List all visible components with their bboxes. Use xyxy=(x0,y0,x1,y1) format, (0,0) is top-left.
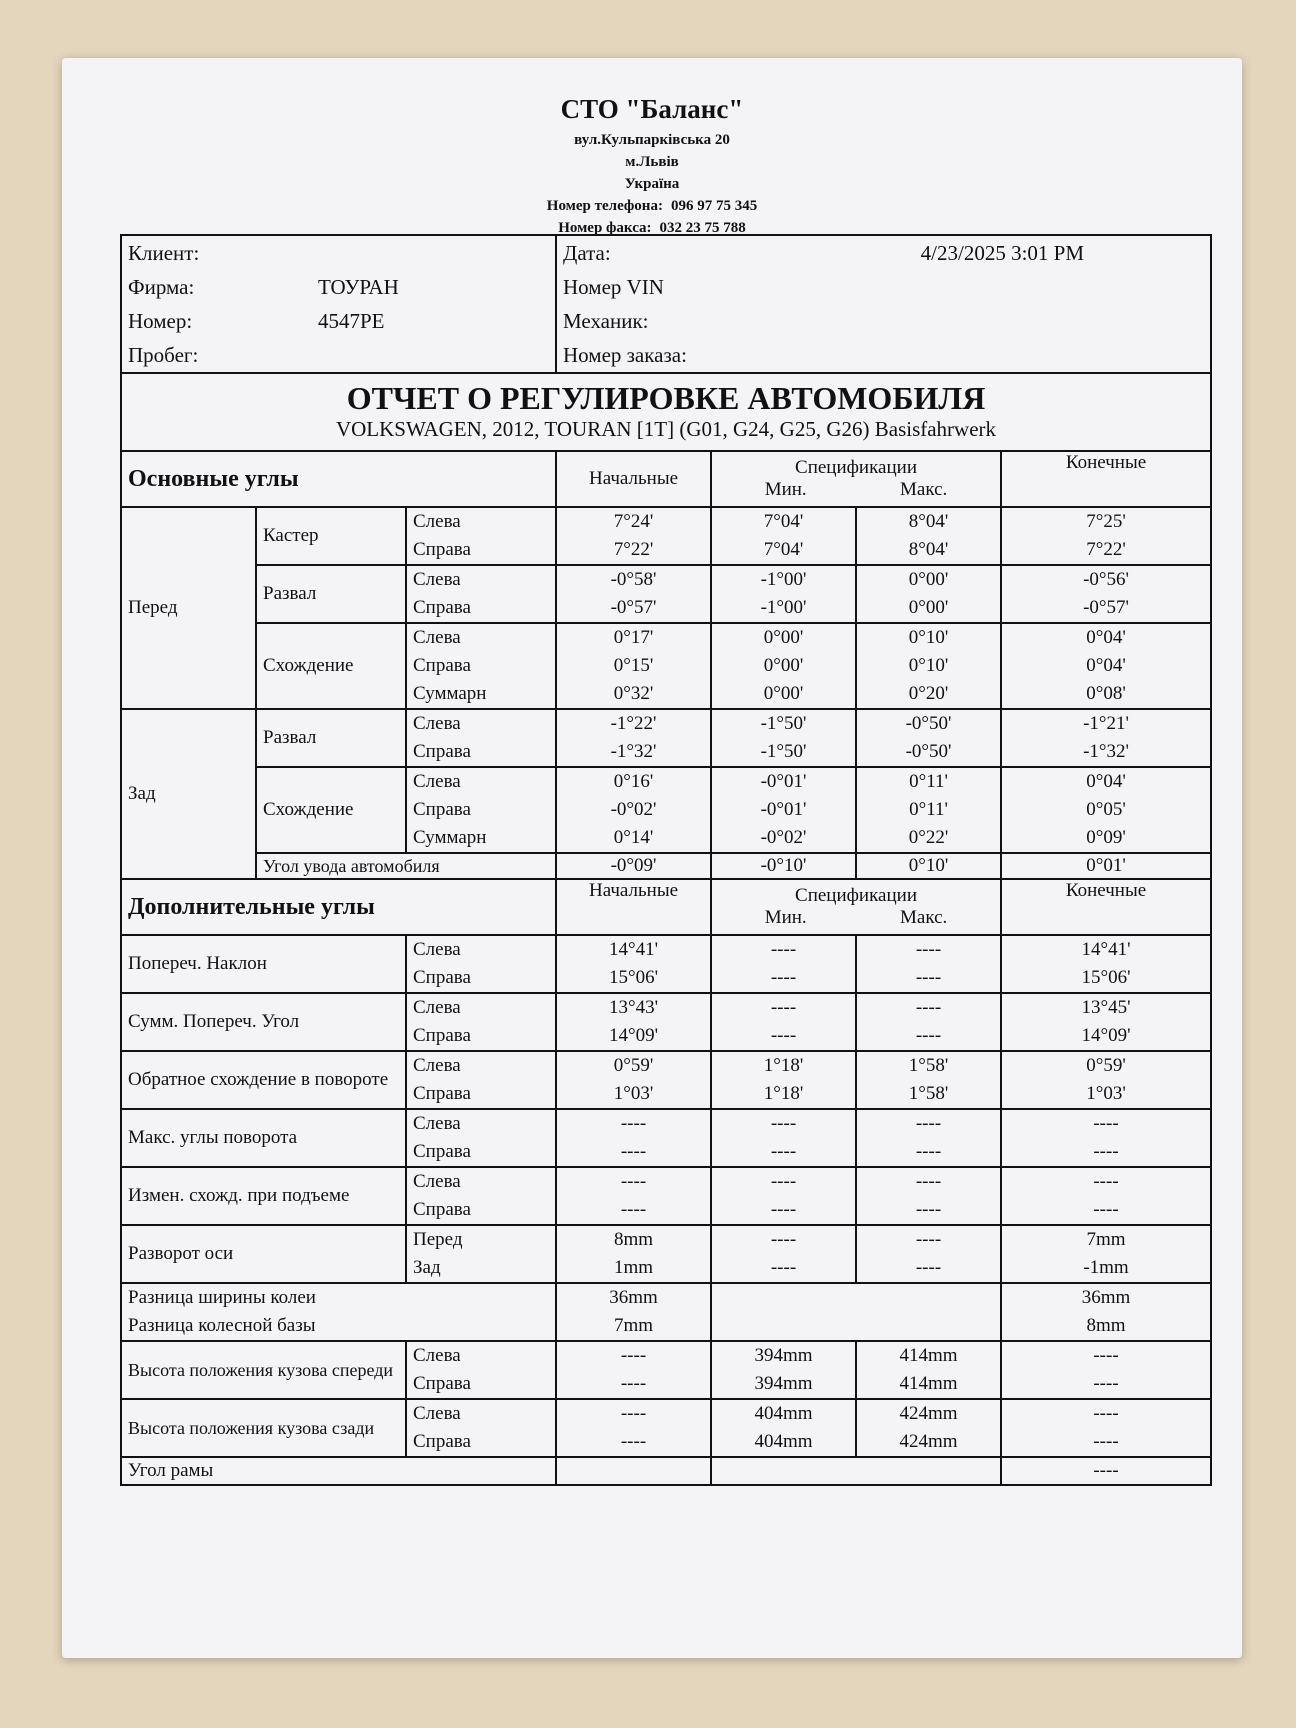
vin-label: Номер VIN xyxy=(563,275,664,299)
table-row xyxy=(121,767,1211,853)
table-row xyxy=(121,853,1211,879)
report-paper xyxy=(62,58,1242,1658)
mechanic-label: Механик: xyxy=(563,309,649,333)
table-row xyxy=(121,709,1211,767)
value-cell: ---- xyxy=(1093,1199,1119,1220)
fax-label: Номер факса: xyxy=(558,220,652,236)
value-cell: 0°04' xyxy=(1086,627,1126,648)
value-cell: ---- xyxy=(915,1199,942,1220)
value-cell: 7mm xyxy=(1086,1229,1126,1250)
value-cell: 0°00' xyxy=(763,655,804,676)
value-cell: -1°50' xyxy=(760,713,807,734)
shop-phone xyxy=(62,195,1242,217)
header-initial: Начальные xyxy=(556,451,711,507)
value-cell: -1°00' xyxy=(760,569,807,590)
value-cell: ---- xyxy=(770,1257,797,1278)
shop-street: вул.Кульпарківська 20 xyxy=(574,132,730,148)
side-total: Суммарн xyxy=(413,827,487,848)
side-left: Слева xyxy=(413,511,461,532)
table-row xyxy=(121,993,1211,1051)
value-cell: 0°10' xyxy=(908,627,949,648)
value-cell: 36mm xyxy=(609,1287,658,1308)
report-title-cell xyxy=(121,373,1211,451)
value-cell: 1°03' xyxy=(613,1083,654,1104)
ride-front-label: Высота положения кузова спереди xyxy=(121,1341,406,1399)
value-cell: 7°25' xyxy=(1086,511,1126,532)
table-row xyxy=(121,935,1211,993)
value-cell: ---- xyxy=(770,997,797,1018)
side-right: Справа xyxy=(413,655,471,676)
value-cell: ---- xyxy=(1093,1345,1119,1366)
value-cell: 0°20' xyxy=(908,683,949,704)
fax-value: 032 23 75 788 xyxy=(659,220,746,236)
value-cell: ---- xyxy=(620,1113,647,1134)
side-left: Слева xyxy=(413,627,461,648)
main-section-title: Основные углы xyxy=(121,451,556,507)
report-title-row xyxy=(121,373,1211,451)
value-cell: ---- xyxy=(620,1199,647,1220)
extra-section-title: Дополнительные углы xyxy=(121,879,556,935)
value-cell: 424mm xyxy=(899,1403,958,1424)
side-right: Справа xyxy=(413,741,471,762)
value-cell: -1°22' xyxy=(610,713,657,734)
value-cell: ---- xyxy=(770,939,797,960)
value-cell: -0°50' xyxy=(905,713,952,734)
side-right: Справа xyxy=(413,1025,471,1046)
value-cell: 404mm xyxy=(754,1403,813,1424)
value-cell: 7mm xyxy=(613,1315,654,1336)
table-row xyxy=(121,1457,1211,1485)
value-cell: 8°04' xyxy=(908,511,949,532)
value-cell: 7°04' xyxy=(763,539,804,560)
wheelbase-diff-label: Разница колесной базы xyxy=(128,1315,316,1336)
value-cell: 0°59' xyxy=(1086,1055,1126,1076)
value-cell: 0°08' xyxy=(1086,683,1126,704)
side-right: Справа xyxy=(413,799,471,820)
header-max: Макс. xyxy=(900,907,948,928)
side-left: Слева xyxy=(413,1171,461,1192)
value-cell: -0°02' xyxy=(760,827,807,848)
value-cell: -1°00' xyxy=(760,597,807,618)
value-cell: ---- xyxy=(1093,1113,1119,1134)
value-cell: ---- xyxy=(770,967,797,988)
value-cell: ---- xyxy=(770,1113,797,1134)
bump-label: Измен. схожд. при подъеме xyxy=(121,1167,406,1225)
vehicle-description: VOLKSWAGEN, 2012, TOURAN [1T] (G01, G24, G25, G26) Basisfahrwerk xyxy=(335,417,997,441)
value-cell: 414mm xyxy=(899,1373,958,1394)
value-cell: ---- xyxy=(915,1257,942,1278)
side-left: Слева xyxy=(413,569,461,590)
header-specs-label: Спецификации xyxy=(795,885,917,906)
value-cell: 0°10' xyxy=(856,853,1001,879)
value-cell: 14°41' xyxy=(609,939,659,960)
value-cell: ---- xyxy=(620,1141,647,1162)
report-title: ОТЧЕТ О РЕГУЛИРОВКЕ АВТОМОБИЛЯ xyxy=(346,380,986,416)
extra-header-row xyxy=(121,879,1211,935)
value-cell: 0°11' xyxy=(909,799,948,820)
value-cell: 0°00' xyxy=(908,597,949,618)
client-label: Клиент: xyxy=(128,241,200,265)
side-front: Перед xyxy=(413,1229,463,1250)
value-cell: -0°57' xyxy=(610,597,657,618)
side-left: Слева xyxy=(413,1345,461,1366)
value-cell: 8mm xyxy=(613,1229,654,1250)
header-specs-label: Спецификации xyxy=(795,457,917,478)
firm-label: Фирма: xyxy=(128,275,195,299)
value-cell: ---- xyxy=(915,1229,942,1250)
track-diff-label: Разница ширины колеи xyxy=(128,1287,316,1308)
value-cell: 0°05' xyxy=(1086,799,1126,820)
setback-label: Разворот оси xyxy=(121,1225,406,1283)
value-cell: 0°17' xyxy=(613,627,654,648)
shop-country: Україна xyxy=(624,176,680,192)
client-info-left xyxy=(121,235,556,373)
date-label: Дата: xyxy=(563,241,611,265)
value-cell: 0°59' xyxy=(613,1055,654,1076)
phone-value: 096 97 75 345 xyxy=(670,198,758,214)
header-specs xyxy=(711,879,1001,935)
table-row xyxy=(121,1283,1211,1341)
value-cell: -0°50' xyxy=(905,741,952,762)
side-left: Слева xyxy=(413,1055,461,1076)
value-cell: ---- xyxy=(620,1171,647,1192)
toe-out-label: Обратное схождение в повороте xyxy=(121,1051,406,1109)
value-cell: -0°09' xyxy=(556,853,711,879)
side-right: Справа xyxy=(413,1373,471,1394)
value-cell: ---- xyxy=(620,1373,647,1394)
value-cell: 0°14' xyxy=(613,827,654,848)
value-cell: 15°06' xyxy=(1081,967,1131,988)
header-min: Мин. xyxy=(764,479,807,500)
value-cell: ---- xyxy=(1093,1403,1119,1424)
client-info-row xyxy=(121,235,1211,373)
value-cell: ---- xyxy=(915,967,942,988)
value-cell: -1mm xyxy=(1083,1257,1129,1278)
firm-value: ТОУРАН xyxy=(318,275,399,299)
number-label: Номер: xyxy=(128,309,193,333)
value-cell: ---- xyxy=(1093,1431,1119,1452)
value-cell: ---- xyxy=(1093,1171,1119,1192)
side-left: Слева xyxy=(413,713,461,734)
table-row xyxy=(121,565,1211,623)
value-cell: 8°04' xyxy=(908,539,949,560)
value-cell: -1°32' xyxy=(1083,741,1129,762)
order-label: Номер заказа: xyxy=(563,343,687,367)
value-cell: ---- xyxy=(915,1171,942,1192)
value-cell: 1°58' xyxy=(908,1055,949,1076)
frame-label: Угол рамы xyxy=(121,1457,556,1485)
value-cell: 414mm xyxy=(899,1345,958,1366)
value-cell: 394mm xyxy=(754,1345,813,1366)
value-cell: -0°01' xyxy=(760,771,807,792)
value-cell: 0°22' xyxy=(908,827,949,848)
header-initial: Начальные xyxy=(556,879,711,935)
phone-label: Номер телефона: xyxy=(546,198,663,214)
value-cell: 394mm xyxy=(754,1373,813,1394)
sai-label: Попереч. Наклон xyxy=(121,935,406,993)
value-cell: 0°00' xyxy=(763,627,804,648)
alignment-table xyxy=(120,234,1212,1486)
side-right: Справа xyxy=(413,967,471,988)
side-right: Справа xyxy=(413,1141,471,1162)
side-left: Слева xyxy=(413,1403,461,1424)
value-cell: ---- xyxy=(915,1025,942,1046)
value-cell: 14°09' xyxy=(1081,1025,1131,1046)
value-cell: -0°57' xyxy=(1083,597,1129,618)
max-steer-label: Макс. углы поворота xyxy=(121,1109,406,1167)
table-row xyxy=(121,507,1211,565)
main-header-row xyxy=(121,451,1211,507)
side-right: Справа xyxy=(413,539,471,560)
table-row xyxy=(121,1225,1211,1283)
value-cell: -0°58' xyxy=(610,569,657,590)
side-right: Справа xyxy=(413,1083,471,1104)
value-cell: 36mm xyxy=(1081,1287,1131,1308)
value-cell: 0°01' xyxy=(1001,853,1211,879)
value-cell: 0°16' xyxy=(613,771,654,792)
value-cell: ---- xyxy=(770,1229,797,1250)
value-cell: 14°09' xyxy=(609,1025,659,1046)
side-left: Слева xyxy=(413,1113,461,1134)
side-right: Справа xyxy=(413,1199,471,1220)
value-cell: 0°04' xyxy=(1086,771,1126,792)
value-cell: -0°01' xyxy=(760,799,807,820)
value-cell: -1°50' xyxy=(760,741,807,762)
shop-header xyxy=(62,94,1242,239)
value-cell: 1°58' xyxy=(908,1083,949,1104)
value-cell: ---- xyxy=(620,1403,647,1424)
value-cell: ---- xyxy=(1093,1373,1119,1394)
value-cell: ---- xyxy=(620,1431,647,1452)
value-cell: ---- xyxy=(770,1141,797,1162)
table-row xyxy=(121,1109,1211,1167)
value-cell: ---- xyxy=(915,1113,942,1134)
ride-rear-label: Высота положения кузова сзади xyxy=(121,1399,406,1457)
value-cell: 13°45' xyxy=(1081,997,1131,1018)
value-cell: 7°24' xyxy=(613,511,654,532)
side-right: Справа xyxy=(413,1431,471,1452)
value-cell: ---- xyxy=(915,1141,942,1162)
header-specs xyxy=(711,451,1001,507)
value-cell: 1°03' xyxy=(1086,1083,1126,1104)
toe-front-label: Схождение xyxy=(256,623,406,709)
value-cell: ---- xyxy=(915,997,942,1018)
side-total: Суммарн xyxy=(413,683,487,704)
client-info-right xyxy=(556,235,1211,373)
toe-rear-label: Схождение xyxy=(256,767,406,853)
value-cell: ---- xyxy=(915,939,942,960)
header-final: Конечные xyxy=(1001,879,1211,935)
header-final: Конечные xyxy=(1001,451,1211,507)
value-cell: 0°15' xyxy=(613,655,654,676)
value-cell: 7°22' xyxy=(613,539,654,560)
thrust-label: Угол увода автомобиля xyxy=(256,853,556,879)
value-cell: 1°18' xyxy=(763,1055,804,1076)
value-cell: 0°00' xyxy=(908,569,949,590)
table-row xyxy=(121,1167,1211,1225)
value-cell: ---- xyxy=(1001,1457,1211,1485)
value-cell: 8mm xyxy=(1086,1315,1126,1336)
value-cell: ---- xyxy=(770,1025,797,1046)
number-value: 4547PE xyxy=(318,309,385,333)
value-cell: 0°00' xyxy=(763,683,804,704)
shop-city: м.Львів xyxy=(625,154,679,170)
table-row xyxy=(121,1341,1211,1399)
value-cell: -1°32' xyxy=(610,741,657,762)
caster-label: Кастер xyxy=(256,507,406,565)
table-row xyxy=(121,1399,1211,1457)
value-cell: ---- xyxy=(620,1345,647,1366)
mileage-label: Пробег: xyxy=(128,343,199,367)
date-value: 4/23/2025 3:01 PM xyxy=(920,241,1085,265)
value-cell: 1°18' xyxy=(763,1083,804,1104)
value-cell: 404mm xyxy=(754,1431,813,1452)
table-row xyxy=(121,1051,1211,1109)
value-cell: 13°43' xyxy=(609,997,659,1018)
value-cell: ---- xyxy=(770,1171,797,1192)
shop-name: СТО "Баланс" xyxy=(560,94,744,124)
value-cell: ---- xyxy=(1093,1141,1119,1162)
value-cell: 0°32' xyxy=(613,683,654,704)
value-cell: 7°04' xyxy=(763,511,804,532)
value-cell: -0°10' xyxy=(711,853,856,879)
side-right: Справа xyxy=(413,597,471,618)
header-max: Макс. xyxy=(900,479,948,500)
side-left: Слева xyxy=(413,771,461,792)
value-cell: 424mm xyxy=(899,1431,958,1452)
value-cell: 0°11' xyxy=(909,771,948,792)
value-cell: -0°56' xyxy=(1083,569,1129,590)
value-cell: 0°10' xyxy=(908,655,949,676)
value-cell: ---- xyxy=(770,1199,797,1220)
value-cell: 15°06' xyxy=(609,967,659,988)
value-cell: 0°09' xyxy=(1086,827,1126,848)
camber-rear-label: Развал xyxy=(256,709,406,767)
side-left: Слева xyxy=(413,997,461,1018)
value-cell: 7°22' xyxy=(1086,539,1126,560)
value-cell: -1°21' xyxy=(1083,713,1129,734)
rear-group-label: Зад xyxy=(121,709,256,879)
front-group-label: Перед xyxy=(121,507,256,709)
value-cell: -0°02' xyxy=(610,799,657,820)
value-cell: 0°04' xyxy=(1086,655,1126,676)
value-cell: 14°41' xyxy=(1081,939,1131,960)
side-rear: Зад xyxy=(413,1257,441,1278)
header-min: Мин. xyxy=(764,907,807,928)
camber-front-label: Развал xyxy=(256,565,406,623)
table-row xyxy=(121,623,1211,709)
included-label: Сумм. Попереч. Угол xyxy=(121,993,406,1051)
value-cell: 1mm xyxy=(613,1257,654,1278)
side-left: Слева xyxy=(413,939,461,960)
